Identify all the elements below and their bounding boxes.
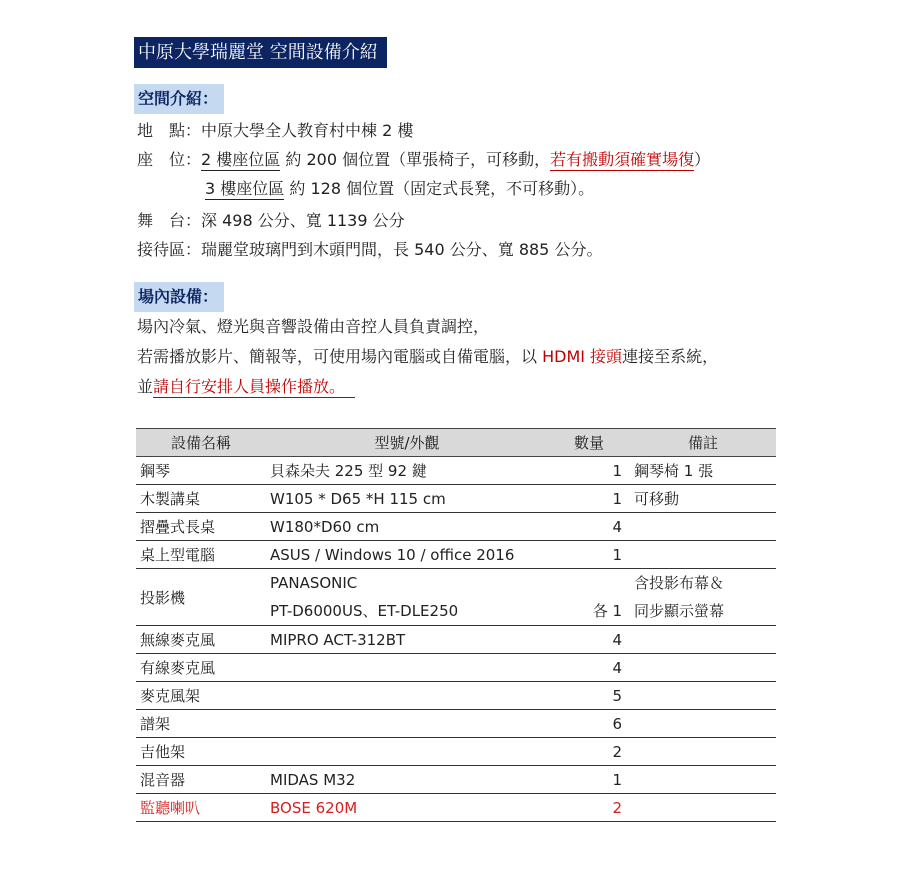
cell-qty: 1 [548,541,630,569]
cell-note [630,766,776,794]
cell-note [630,513,776,541]
equipment-intro-line1: 場內冷氣、燈光與音響設備由音控人員負責調控， [137,317,490,336]
header-qty: 數量 [548,429,630,457]
cell-name: 無線麥克風 [136,626,266,654]
intro-line2-start: 若需播放影片、簡報等，可使用場內電腦或自備電腦，以 [137,347,543,366]
stage-value: 深 498 公分、寬 1139 公分 [201,211,405,230]
table-row [136,738,776,766]
cell-model: MIDAS M32 [266,766,548,794]
cell-name: 木製講桌 [136,485,266,513]
seat-line-floor3 [205,178,594,200]
page-title: 中原大學瑞麗堂 空間設備介紹 [134,37,387,68]
floor2-label: 2 樓座位區 [201,150,281,169]
cell-name: 吉他架 [136,738,266,766]
cell-note [630,541,776,569]
cell-model: W105 * D65 *H 115 cm [266,485,548,513]
cell-name: 譜架 [136,710,266,738]
cell-qty: 5 [548,682,630,710]
floor2-warning: 若有搬動須確實場復 [550,150,695,169]
model-line2: PT-D6000US、ET-DLE250 [270,602,459,620]
cell-name: 鋼琴 [136,457,266,485]
intro-line2-end: 連接至系統， [622,347,719,366]
table-row [136,766,776,794]
cell-name: 麥克風架 [136,682,266,710]
cell-qty: 2 [548,738,630,766]
cell-note [630,710,776,738]
floor3-text: 約 128 個位置（固定式長凳，不可移動）。 [289,179,595,198]
cell-model: ASUS / Windows 10 / office 2016 [266,541,548,569]
seat-label: 座 位： [137,150,202,169]
section-heading-equipment: 場內設備： [134,282,224,312]
cell-note [630,569,776,626]
cell-model [266,710,548,738]
cell-qty: 1 [548,485,630,513]
cell-name: 摺疊式長桌 [136,513,266,541]
cell-model: 貝森朵夫 225 型 92 鍵 [266,457,548,485]
table-row-projector [136,569,776,626]
table-row [136,541,776,569]
note-line2: 同步顯示螢幕 [634,602,725,620]
operate-notice: 請自行安排人員操作播放。 [153,377,355,398]
cell-qty: 1 [548,457,630,485]
cell-note [630,682,776,710]
cell-note [630,794,776,822]
stage-line [137,210,405,232]
reception-label: 接待區： [137,240,202,259]
cell-qty: 6 [548,710,630,738]
cell-model [266,654,548,682]
hdmi-text: HDMI 接頭 [542,347,623,366]
table-row [136,626,776,654]
intro-line3-start: 並 [137,377,154,396]
reception-line [137,239,602,261]
header-note: 備註 [630,429,776,457]
cell-note [630,738,776,766]
cell-qty: 4 [548,513,630,541]
location-value: 中原大學全人教育村中棟 2 樓 [201,121,414,140]
location-label: 地 點： [137,121,202,140]
cell-model [266,738,548,766]
seat-line-floor2 [137,149,710,171]
cell-note: 鋼琴椅 1 張 [630,457,776,485]
floor2-text: 約 200 個位置（單張椅子，可移動， [285,150,551,169]
cell-qty: 4 [548,654,630,682]
cell-note [630,626,776,654]
table-row [136,682,776,710]
equipment-intro-line2 [137,346,718,368]
header-name: 設備名稱 [136,429,266,457]
table-row [136,710,776,738]
header-model: 型號/外觀 [266,429,548,457]
cell-name: 投影機 [136,569,266,626]
cell-qty: 各 1 [548,569,630,626]
cell-model: MIPRO ACT-312BT [266,626,548,654]
cell-name: 監聽喇叭 [136,794,266,822]
table-row [136,485,776,513]
cell-name: 有線麥克風 [136,654,266,682]
table-header-row [136,429,776,457]
stage-label: 舞 台： [137,211,202,230]
cell-qty: 2 [548,794,630,822]
reception-value: 瑞麗堂玻璃門到木頭門間，長 540 公分、寬 885 公分。 [201,240,603,259]
cell-model: BOSE 620M [266,794,548,822]
cell-model: W180*D60 cm [266,513,548,541]
note-line1: 含投影布幕＆ [634,574,725,592]
cell-name: 混音器 [136,766,266,794]
cell-note [630,654,776,682]
cell-model [266,682,548,710]
cell-model [266,569,548,626]
table-row-highlight [136,794,776,822]
model-line1: PANASONIC [270,574,358,592]
section-heading-space: 空間介紹： [134,84,224,114]
equipment-table [136,428,776,822]
cell-name: 桌上型電腦 [136,541,266,569]
equipment-intro-line3 [137,376,355,398]
floor3-label: 3 樓座位區 [205,179,285,198]
location-line [137,120,413,142]
table-row [136,513,776,541]
cell-note: 可移動 [630,485,776,513]
cell-qty: 4 [548,626,630,654]
table-row [136,457,776,485]
table-row [136,654,776,682]
cell-qty: 1 [548,766,630,794]
floor2-close: ） [694,150,711,169]
